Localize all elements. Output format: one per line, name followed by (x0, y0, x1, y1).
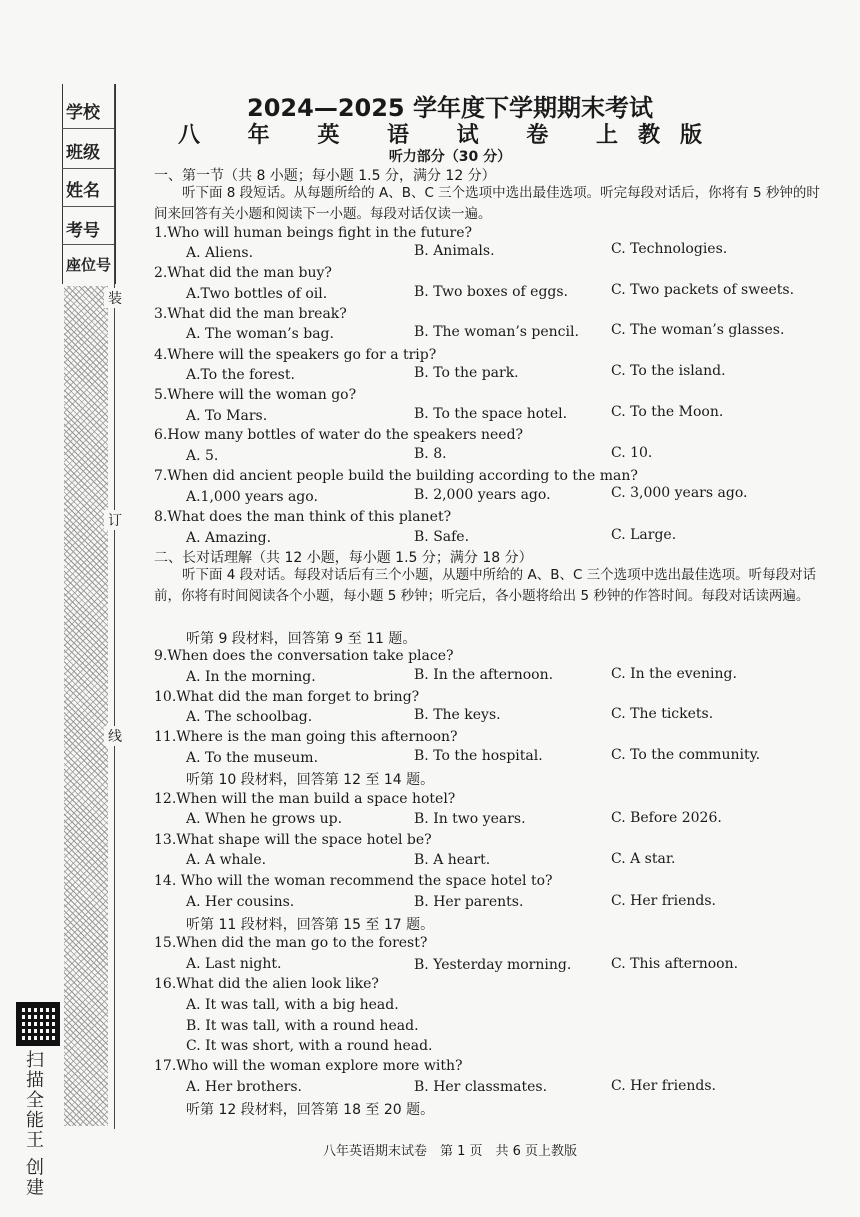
option-14c: C. Her friends. (611, 893, 716, 909)
option-13b: B. A heart. (414, 852, 491, 868)
option-6b: B. 8. (414, 446, 447, 462)
option-4b: B. To the park. (414, 365, 519, 381)
option-2b: B. Two boxes of eggs. (414, 284, 568, 300)
section-2-instructions: 听下面 4 段对话。每段对话后有三个小题，从题中所给的 A、B、C 三个选项中选出最佳选项。听每段对话前，你将有时间阅读各个小题，每小题 5 秒钟；听完后，各小题将给出 5 秒钟的作答时间。每段对话读两遍。 (154, 567, 817, 604)
question-3: 3.What did the man break? (154, 306, 347, 322)
exam-number-field-label: 考号 (66, 221, 100, 241)
section-1-heading: 一、第一节（共 8 小题；每小题 1.5 分，满分 12 分） (154, 168, 496, 184)
option-16b: B. It was tall, with a round head. (186, 1018, 419, 1034)
question-17: 17.Who will the woman explore more with? (154, 1058, 463, 1074)
option-2a: A.Two bottles of oil. (186, 286, 328, 302)
binding-mark-xian: 线 (104, 726, 126, 746)
binding-hatch-pattern (64, 286, 108, 1126)
option-1a: A. Aliens. (186, 245, 254, 261)
section-2-heading: 二、长对话理解（共 12 小题，每小题 1.5 分；满分 18 分） (154, 550, 533, 566)
option-3c: C. The woman’s glasses. (611, 322, 785, 338)
option-11a: A. To the museum. (186, 750, 319, 766)
option-10b: B. The keys. (414, 707, 501, 723)
binding-mark-zhuang: 装 (104, 288, 126, 308)
option-10a: A. The schoolbag. (186, 709, 313, 725)
question-9: 9.When does the conversation take place? (154, 648, 454, 664)
field-divider (62, 128, 114, 129)
scanner-watermark: 扫描全能王 创建 (23, 1050, 44, 1198)
question-16: 16.What did the alien look like? (154, 976, 379, 992)
option-13c: C. A star. (611, 851, 676, 867)
option-12b: B. In two years. (414, 811, 526, 827)
material-10-instruction: 听第 10 段材料，回答第 12 至 14 题。 (186, 772, 435, 788)
option-6c: C. 10. (611, 445, 653, 461)
binding-line (114, 84, 115, 1129)
option-16c: C. It was short, with a round head. (186, 1038, 433, 1054)
material-11-instruction: 听第 11 段材料，回答第 15 至 17 题。 (186, 917, 435, 933)
question-8: 8.What does the man think of this planet? (154, 509, 452, 525)
option-15a: A. Last night. (186, 956, 282, 972)
option-1c: C. Technologies. (611, 241, 728, 257)
binding-mark-ding: 订 (104, 510, 126, 530)
option-9a: A. In the morning. (186, 669, 316, 685)
question-15: 15.When did the man go to the forest? (154, 935, 428, 951)
option-3a: A. The woman’s bag. (186, 326, 334, 342)
option-8c: C. Large. (611, 527, 677, 543)
option-5c: C. To the Moon. (611, 404, 724, 420)
question-11: 11.Where is the man going this afternoon? (154, 729, 458, 745)
option-11b: B. To the hospital. (414, 748, 543, 764)
option-2c: C. Two packets of sweets. (611, 282, 795, 298)
question-4: 4.Where will the speakers go for a trip? (154, 347, 437, 363)
option-17a: A. Her brothers. (186, 1079, 302, 1095)
page-footer: 八年英语期末试卷 第 1 页 共 6 页上教版 (322, 1144, 578, 1159)
option-6a: A. 5. (186, 448, 219, 464)
option-17c: C. Her friends. (611, 1078, 716, 1094)
option-12a: A. When he grows up. (186, 811, 343, 827)
option-5a: A. To Mars. (186, 408, 268, 424)
field-divider (62, 206, 114, 207)
option-7c: C. 3,000 years ago. (611, 485, 748, 501)
option-11c: C. To the community. (611, 747, 761, 763)
name-field-label: 姓名 (66, 181, 100, 201)
option-12c: C. Before 2026. (611, 810, 722, 826)
question-13: 13.What shape will the space hotel be? (154, 832, 432, 848)
option-14b: B. Her parents. (414, 894, 524, 910)
material-9-instruction: 听第 9 段材料，回答第 9 至 11 题。 (186, 631, 417, 647)
exam-title: 2024—2025 学年度下学期期末考试 (247, 94, 653, 122)
listening-section-title: 听力部分（30 分） (388, 149, 512, 165)
option-10c: C. The tickets. (611, 706, 714, 722)
option-4a: A.To the forest. (186, 367, 295, 383)
section-1-instructions: 听下面 8 段短话。从每题所给的 A、B、C 三个选项中选出最佳选项。听完每段对话后，你将有 5 秒钟的时间来回答有关小题和阅读下一小题。每段对话仅读一遍。 (154, 185, 820, 222)
field-divider (62, 168, 114, 169)
option-8a: A. Amazing. (186, 530, 272, 546)
question-1: 1.Who will human beings fight in the future? (154, 225, 473, 241)
material-12-instruction: 听第 12 段材料，回答第 18 至 20 题。 (186, 1102, 435, 1118)
option-15c: C. This afternoon. (611, 956, 739, 972)
option-14a: A. Her cousins. (186, 894, 295, 910)
question-6: 6.How many bottles of water do the speakers need? (154, 427, 524, 443)
seat-number-field-label: 座位号 (66, 256, 112, 274)
class-field-label: 班级 (66, 143, 100, 163)
question-10: 10.What did the man forget to bring? (154, 689, 420, 705)
school-field-label: 学校 (66, 103, 100, 123)
question-12: 12.When will the man build a space hotel? (154, 791, 456, 807)
option-16a: A. It was tall, with a big head. (186, 997, 399, 1013)
question-7: 7.When did ancient people build the building according to the man? (154, 468, 638, 484)
option-7a: A.1,000 years ago. (186, 489, 318, 505)
question-2: 2.What did the man buy? (154, 265, 332, 281)
question-14: 14. Who will the woman recommend the space hotel to? (154, 873, 553, 889)
field-divider (62, 244, 114, 245)
option-5b: B. To the space hotel. (414, 406, 568, 422)
option-8b: B. Safe. (414, 529, 470, 545)
question-5: 5.Where will the woman go? (154, 387, 357, 403)
qr-code-icon (16, 1002, 60, 1046)
option-3b: B. The woman’s pencil. (414, 324, 579, 340)
option-4c: C. To the island. (611, 363, 726, 379)
option-13a: A. A whale. (186, 852, 267, 868)
option-7b: B. 2,000 years ago. (414, 487, 551, 503)
exam-subtitle: 八 年 英 语 试 卷 上教版 (178, 123, 722, 148)
option-9c: C. In the evening. (611, 666, 737, 682)
option-15b: B. Yesterday morning. (414, 957, 572, 973)
option-1b: B. Animals. (414, 243, 495, 259)
option-9b: B. In the afternoon. (414, 667, 554, 683)
option-17b: B. Her classmates. (414, 1079, 548, 1095)
